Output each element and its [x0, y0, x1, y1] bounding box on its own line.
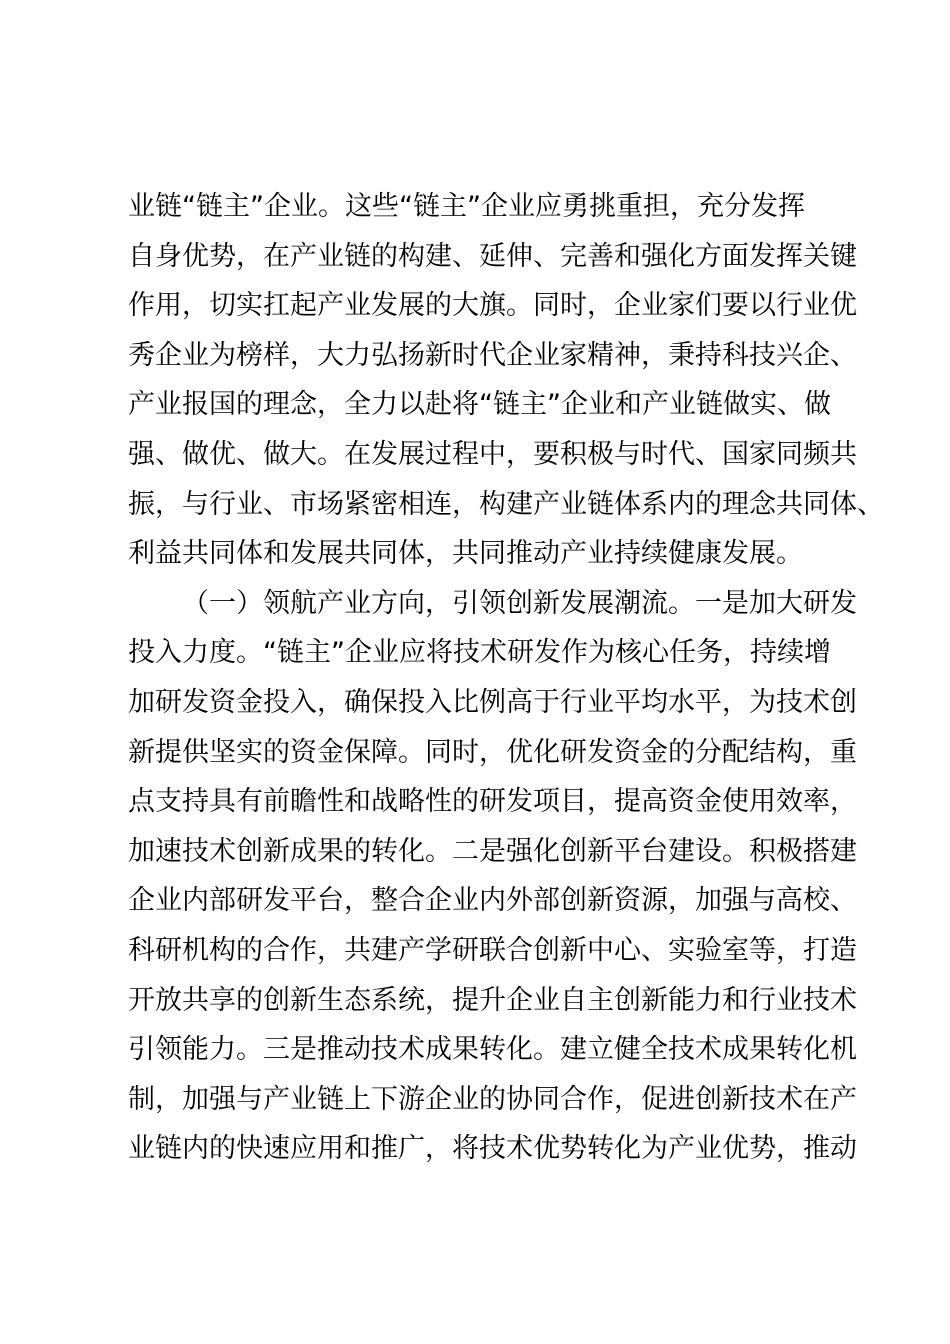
text-line: 作用，切实扛起产业发展的大旗。同时，企业家们要以行业优 [128, 290, 857, 322]
text-line: 制，加强与产业链上下游企业的协同合作，促进创新技术在产 [128, 1083, 857, 1115]
text-line: 秀企业为榜样，大力弘扬新时代企业家精神，秉持科技兴企、 [128, 339, 857, 371]
text-line: 利益共同体和发展共同体，共同推动产业持续健康发展。 [128, 538, 803, 570]
text-line: 加研发资金投入，确保投入比例高于行业平均水平，为技术创 [128, 686, 857, 718]
text-line: 加速技术创新成果的转化。二是强化创新平台建设。积极搭建 [128, 835, 857, 867]
text-line: 振，与行业、市场紧密相连，构建产业链体系内的理念共同体、 [128, 488, 884, 520]
text-line: 产业报国的理念，全力以赴将“链主”企业和产业链做实、做 [128, 389, 831, 421]
section-heading-line: （一）领航产业方向，引领创新发展潮流。一是加大研发 [182, 587, 857, 619]
body-text [128, 182, 884, 1174]
text-line: 投入力度。“链主”企业应将技术研发作为核心任务，持续增 [128, 637, 831, 669]
text-line: 企业内部研发平台，整合企业内外部创新资源，加强与高校、 [128, 885, 857, 917]
text-line: 点支持具有前瞻性和战略性的研发项目，提高资金使用效率， [128, 786, 857, 818]
text-line: 业链内的快速应用和推广，将技术优势转化为产业优势，推动 [128, 1133, 857, 1165]
text-line: 强、做优、做大。在发展过程中，要积极与时代、国家同频共 [128, 438, 857, 470]
text-line: 引领能力。三是推动技术成果转化。建立健全技术成果转化机 [128, 1034, 857, 1066]
text-line: 自身优势，在产业链的构建、延伸、完善和强化方面发挥关键 [128, 240, 857, 272]
text-line: 业链“链主”企业。这些“链主”企业应勇挑重担，充分发挥 [128, 191, 805, 222]
text-line: 新提供坚实的资金保障。同时，优化研发资金的分配结构，重 [128, 736, 857, 768]
text-line: 开放共享的创新生态系统，提升企业自主创新能力和行业技术 [128, 984, 857, 1016]
text-line: 科研机构的合作，共建产学研联合创新中心、实验室等，打造 [128, 934, 857, 966]
